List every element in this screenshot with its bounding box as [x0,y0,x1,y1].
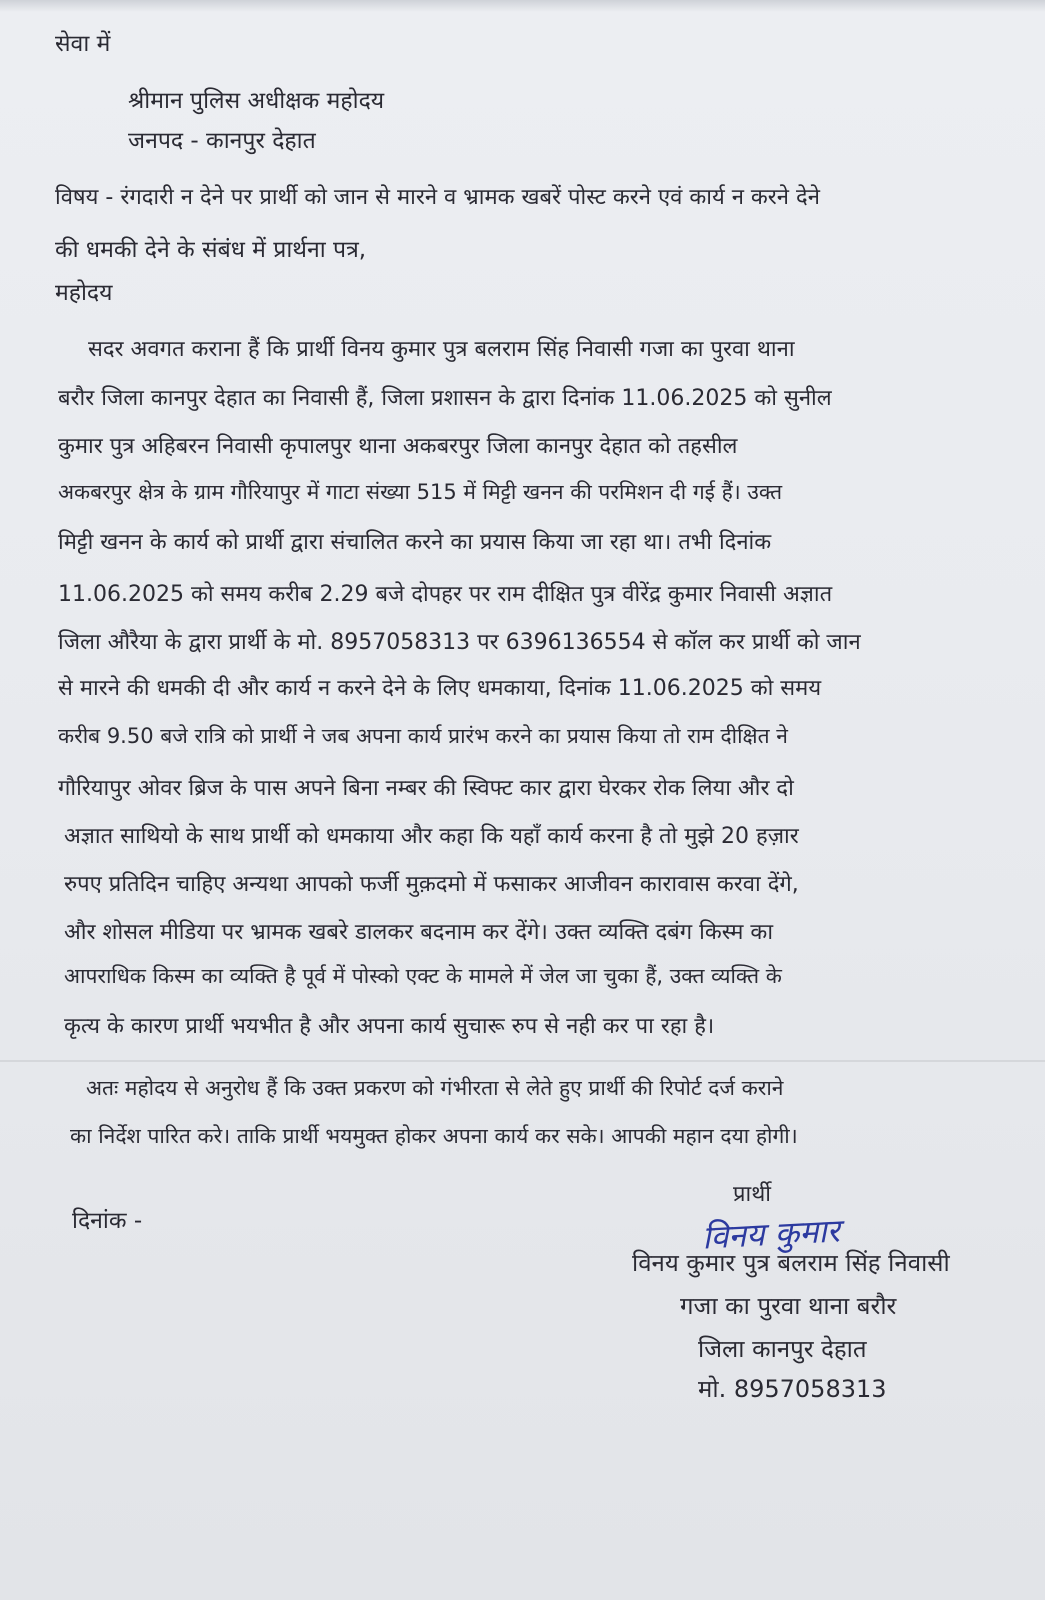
body-line: जिला औरैया के द्वारा प्रार्थी के मो. 8957058313 पर 6396136554 से कॉल कर प्रार्थी को जान [58,630,861,655]
subject-line-2: की धमकी देने के संबंध में प्रार्थना पत्र, [55,237,367,263]
body-line: रुपए प्रतिदिन चाहिए अन्यथा आपको फर्जी मुक़दमो में फसाकर आजीवन कारावास करवा देंगे, [64,872,799,897]
sender-line-3: जिला कानपुर देहात [698,1335,867,1363]
body-line: करीब 9.50 बजे रात्रि को प्रार्थी ने जब अपना कार्य प्रारंभ करने का प्रयास किया तो राम दीक्षित ने [58,724,788,748]
sender-line-1: विनय कुमार पुत्र बलराम सिंह निवासी [632,1249,950,1277]
sender-line-2: गजा का पुरवा थाना बरौर [680,1292,897,1320]
applicant-label: प्रार्थी [733,1182,771,1207]
body-line: अज्ञात साथियो के साथ प्रार्थी को धमकाया और कहा कि यहाँ कार्य करना है तो मुझे 20 हज़ार [64,824,799,849]
recipient-line-1: श्रीमान पुलिस अधीक्षक महोदय [128,88,385,114]
date-label: दिनांक - [72,1208,143,1234]
salutation-to: सेवा में [55,31,111,57]
body-line: कृत्य के कारण प्रार्थी भयभीत है और अपना कार्य सुचारू रुप से नही कर पा रहा है। [64,1014,715,1039]
body-line: मिट्टी खनन के कार्य को प्रार्थी द्वारा संचालित करने का प्रयास किया जा रहा था। तभी दिनांक [58,530,772,555]
request-line-2: का निर्देश पारित करे। ताकि प्रार्थी भयमुक्त होकर अपना कार्य कर सके। आपकी महान दया होगी। [70,1124,798,1148]
recipient-line-2: जनपद - कानपुर देहात [128,128,316,154]
handwritten-signature: विनय कुमार [701,1211,841,1257]
body-line: अकबरपुर क्षेत्र के ग्राम गौरियापुर में गाटा संख्या 515 में मिट्टी खनन की परमिशन दी गई हैं। उक्त [58,480,783,504]
body-line: सदर अवगत कराना हैं कि प्रार्थी विनय कुमार पुत्र बलराम सिंह निवासी गजा का पुरवा थाना [88,337,795,362]
subject-line-1: विषय - रंगदारी न देने पर प्रार्थी को जान से मारने व भ्रामक खबरें पोस्ट करने एवं कार्य न करने देने [55,185,820,210]
request-line-1: अतः महोदय से अनुरोध हैं कि उक्त प्रकरण को गंभीरता से लेते हुए प्रार्थी की रिपोर्ट दर्ज कराने [86,1076,784,1100]
sender-line-4: मो. 8957058313 [698,1375,887,1403]
paper-top-edge [0,0,1045,12]
body-line: 11.06.2025 को समय करीब 2.29 बजे दोपहर पर राम दीक्षित पुत्र वीरेंद्र कुमार निवासी अज्ञात [58,582,833,607]
body-line: कुमार पुत्र अहिबरन निवासी कृपालपुर थाना अकबरपुर जिला कानपुर देहात को तहसील [58,434,738,459]
body-line: से मारने की धमकी दी और कार्य न करने देने के लिए धमकाया, दिनांक 11.06.2025 को समय [58,676,822,701]
body-line: गौरियापुर ओवर ब्रिज के पास अपने बिना नम्बर की स्विफ्ट कार द्वारा घेरकर रोक लिया और दो [58,776,794,801]
body-line: और शोसल मीडिया पर भ्रामक खबरे डालकर बदनाम कर देंगे। उक्त व्यक्ति दबंग किस्म का [64,920,774,945]
paper-fold [0,1060,1045,1062]
body-line: बरौर जिला कानपुर देहात का निवासी हैं, जिला प्रशासन के द्वारा दिनांक 11.06.2025 को सुनील [58,386,832,411]
body-line: आपराधिक किस्म का व्यक्ति है पूर्व में पोस्को एक्ट के मामले में जेल जा चुका हैं, उक्त व्यक्ति के [64,964,782,988]
greeting: महोदय [55,280,113,306]
